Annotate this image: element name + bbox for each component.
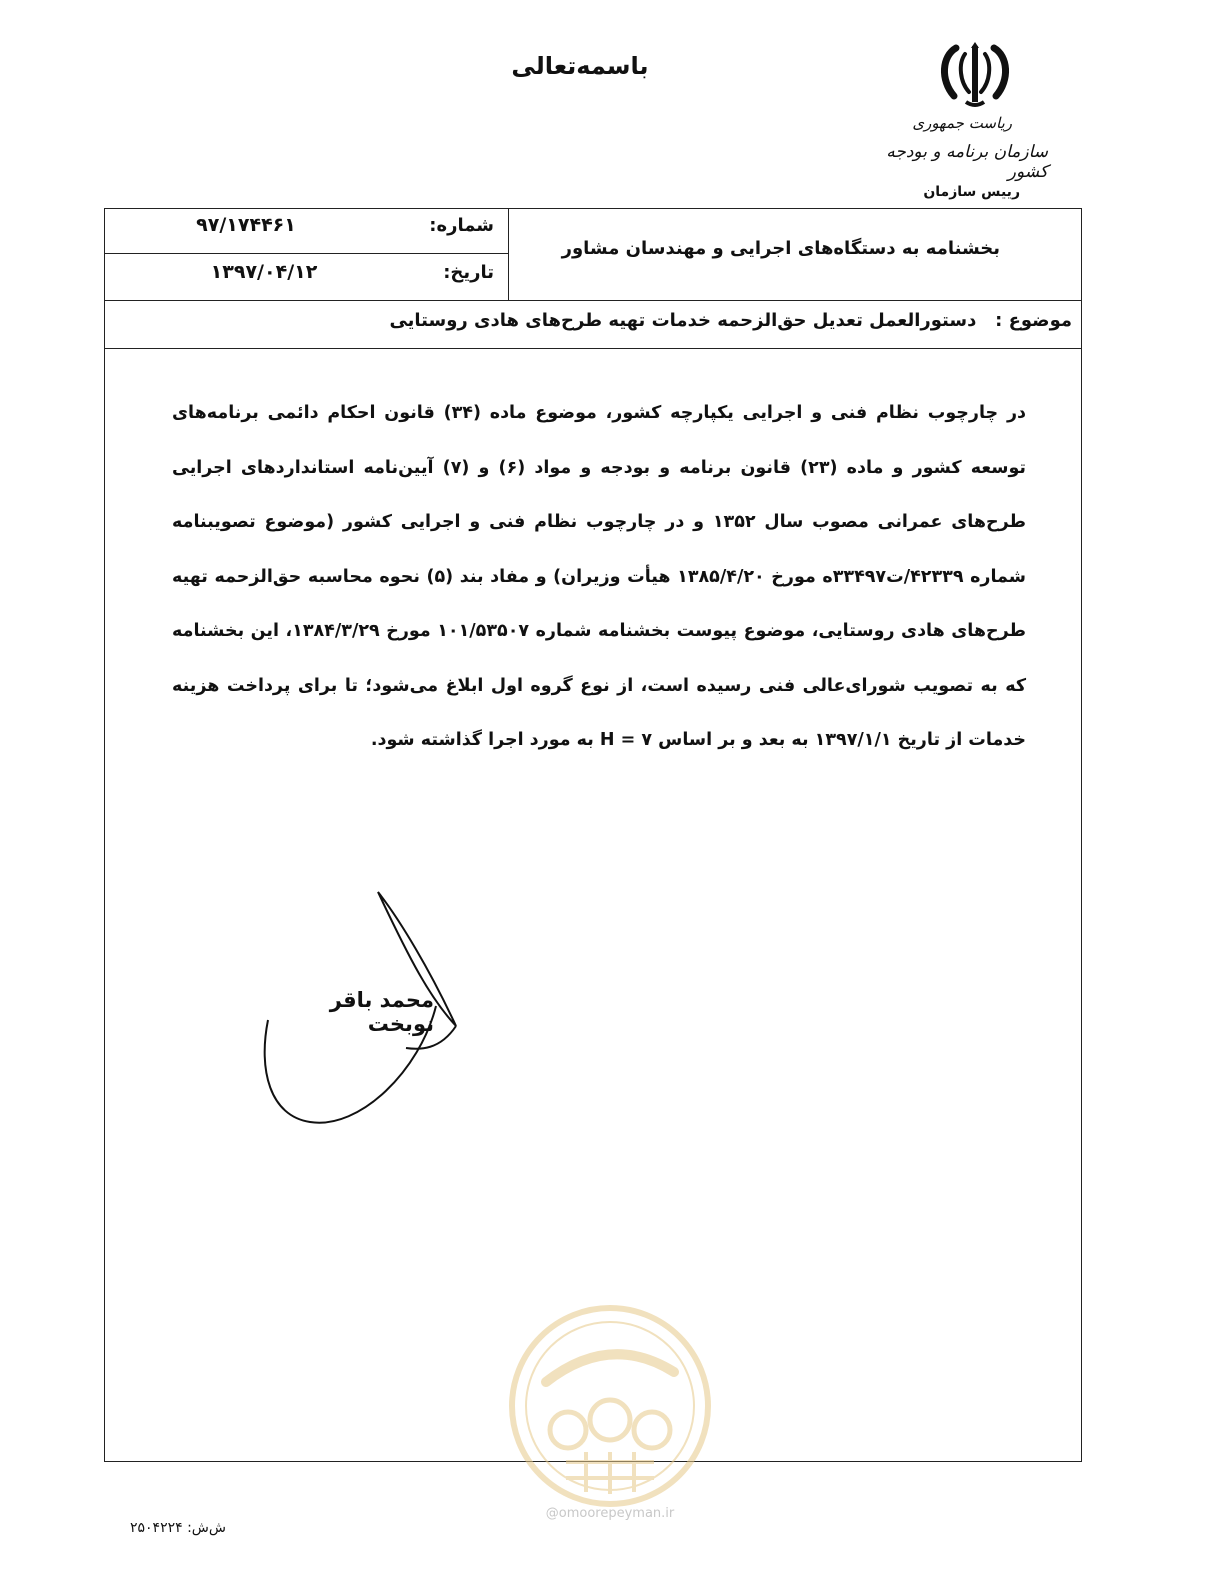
office-title: رییس سازمان [923, 184, 1020, 200]
watermark-logo [506, 1302, 714, 1510]
meta-column-divider [508, 208, 509, 300]
organization-name: سازمان برنامه و بودجه کشور [886, 142, 1048, 182]
date-value: ۱۳۹۷/۰۴/۱۲ [210, 261, 318, 283]
invocation-heading: باسمه‌تعالی [511, 52, 649, 80]
subject-divider [104, 348, 1081, 349]
number-value: ۹۷/۱۷۴۴۶۱ [196, 214, 296, 236]
watermark-site: @omoorepeyman.ir [545, 1506, 675, 1521]
body-paragraph: در چارچوب نظام فنی و اجرایی یکپارچه کشور، موضوع ماده (۳۴) قانون احکام دائمی برنامه‌های توسعه کشور و ماده (۲۳) قانون برنامه و بودجه و مواد (۶) و (۷) آیین‌نامه استانداردهای اجرایی طرح‌های عمرانی مصوب سال ۱۳۵۲ و در چارچوب نظام فنی و اجرایی کشور (موضوع تصویبنامه شماره ۴۲۳۳۹/ت۳۳۴۹۷ه مورخ ۱۳۸۵/۴/۲۰ هیأت وزیران) و مفاد بند (۵) نحوه محاسبه حق‌الزحمه تهیه طرح‌های هادی روستایی، موضوع پیوست بخشنامه شماره ۱۰۱/۵۳۵۰۷ مورخ ۱۳۸۴/۳/۲۹، این بخشنامه که به تصویب شورای‌عالی فنی رسیده است، از نوع گروه اول ابلاغ می‌شود؛ تا برای پرداخت هزینه خدمات از تاریخ ۱۳۹۷/۱/۱ به بعد و بر اساس H = ۷ به مورد اجرا گذاشته شود. [172, 403, 1027, 750]
meta-row-divider [104, 253, 508, 254]
number-label: شماره: [429, 215, 494, 236]
header-divider [104, 300, 1081, 301]
recipients: بخشنامه به دستگاه‌های اجرایی و مهندسان مشاور [561, 238, 1000, 259]
signer-name: محمد باقر نوبخت [329, 988, 434, 1036]
document-code: ش‌ش: ۲۵۰۴۲۲۴ [130, 1520, 226, 1536]
date-label: تاریخ: [443, 262, 494, 283]
national-emblem-icon [936, 40, 1014, 110]
subject-text: دستورالعمل تعدیل حق‌الزحمه خدمات تهیه طرح‌های هادی روستایی [389, 310, 977, 331]
presidency-label: ریاست جمهوری [912, 114, 1012, 132]
subject-line [300, 310, 1072, 331]
subject-label: موضوع : [995, 310, 1072, 331]
